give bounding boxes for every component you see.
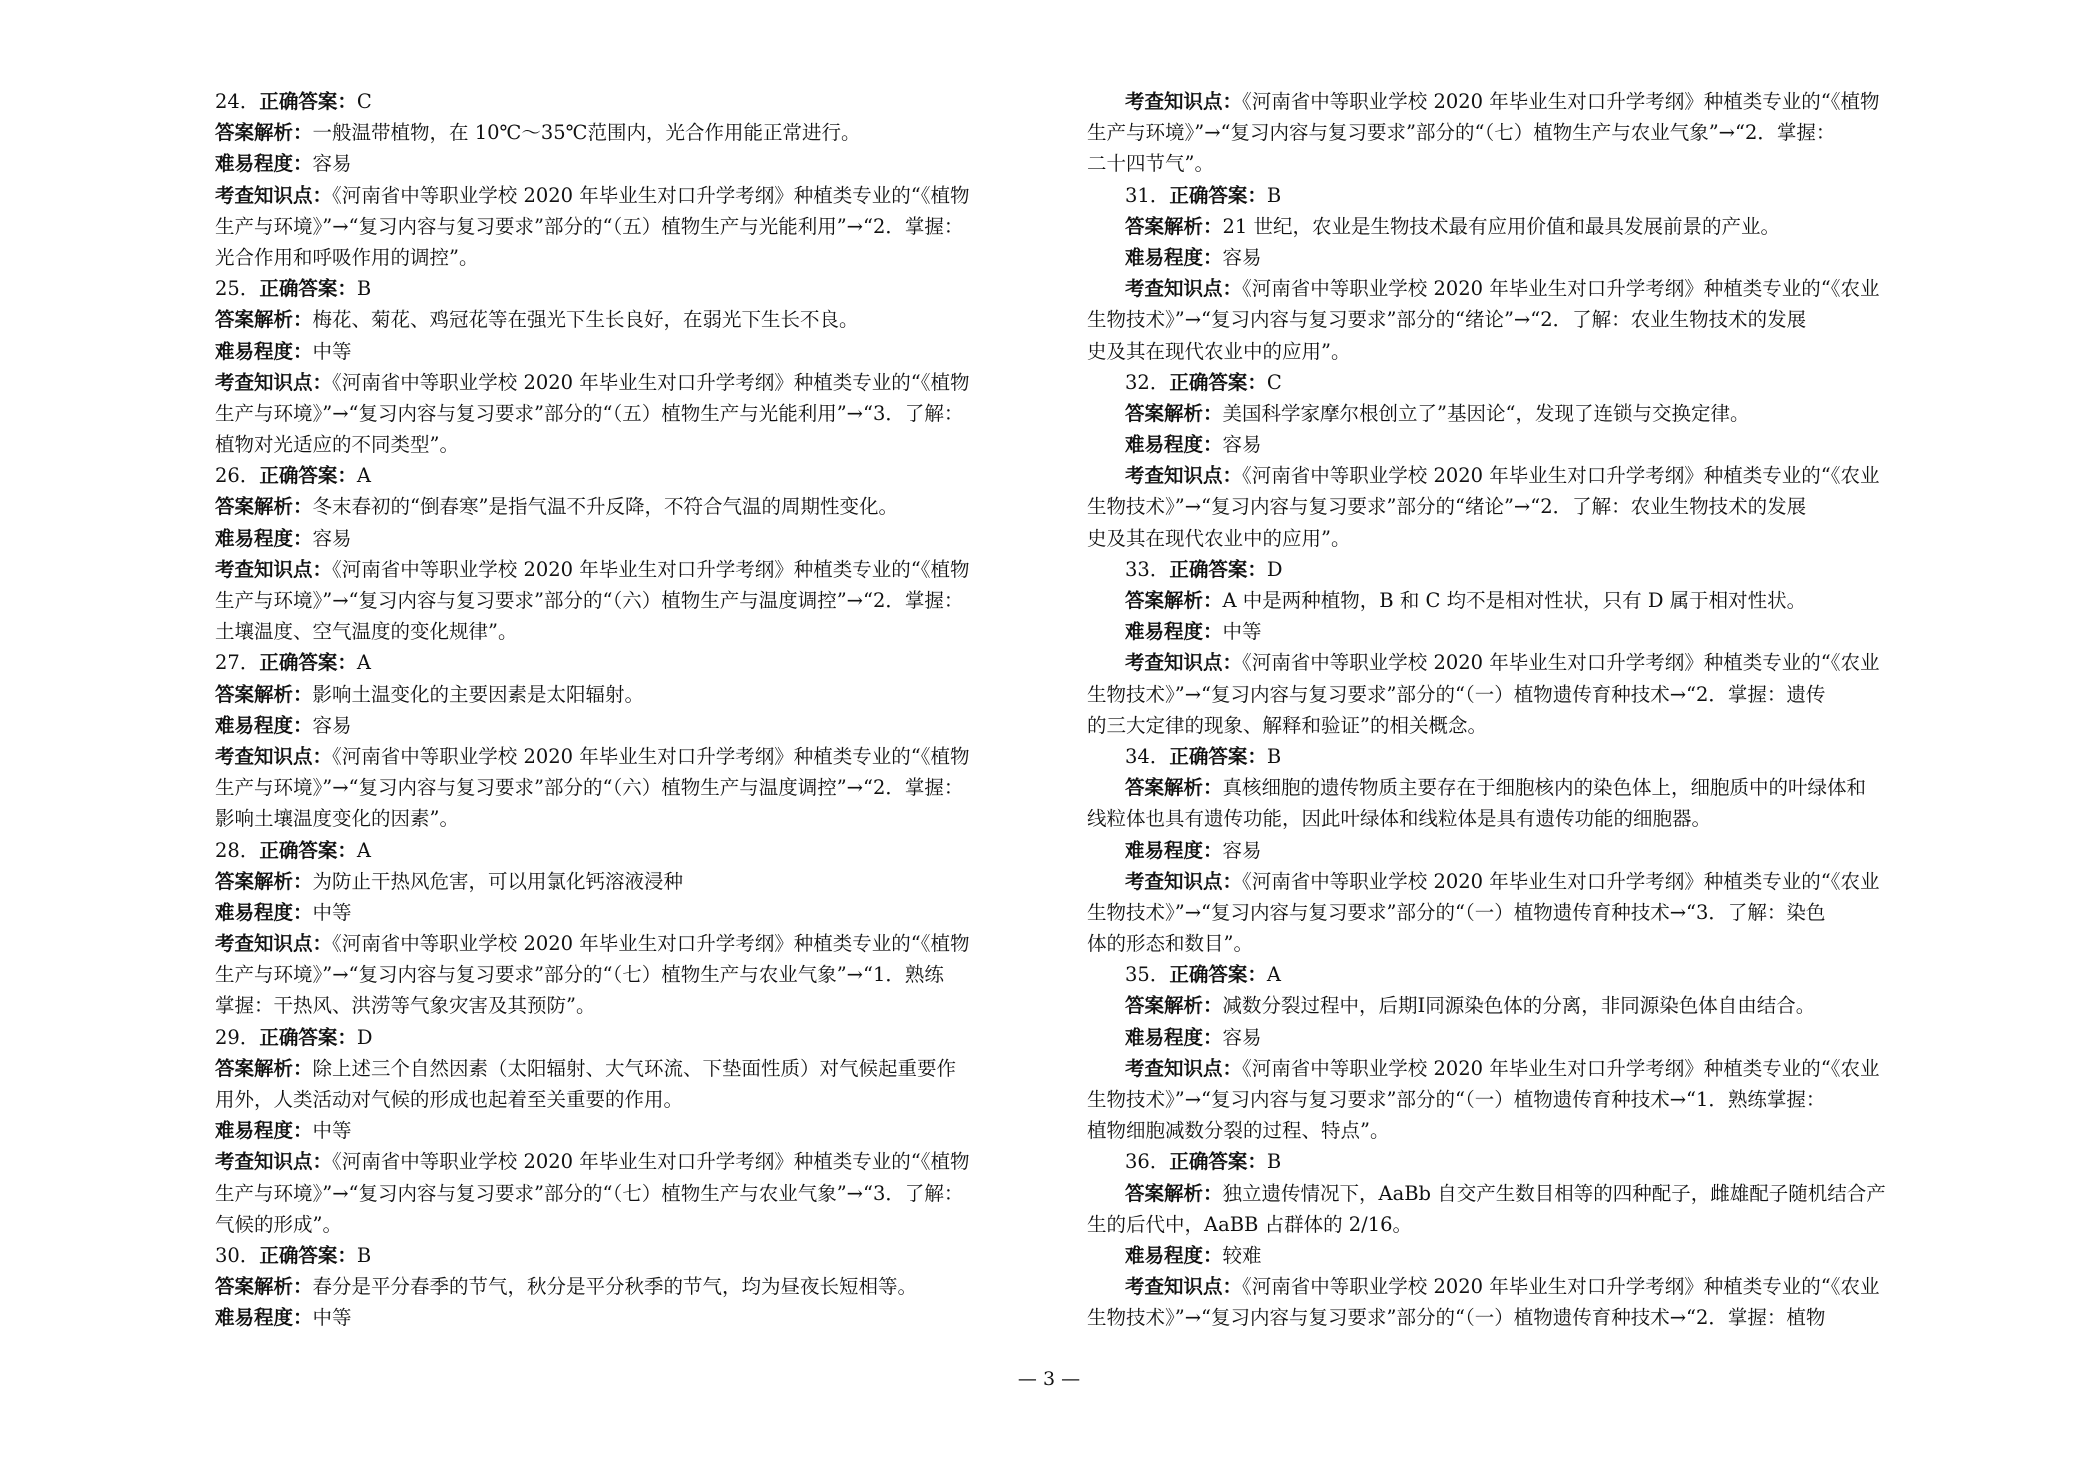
answer-line — [215, 273, 1027, 304]
field-continuation — [1087, 1302, 1899, 1333]
field-text: 容易 — [312, 152, 352, 176]
answer-entry — [215, 1271, 1027, 1302]
field-text: 《河南省中等职业学校 2020 年毕业生对口升学考纲》种植类专业的“《农业 — [1242, 464, 1880, 488]
answer-entry — [215, 679, 1027, 710]
field-continuation — [215, 959, 1027, 990]
field-text: 生产与环境》”→“复习内容与复习要求”部分的“（七）植物生产与农业气象”→“3．了解： — [215, 1181, 964, 1205]
field-label: 答案解析： — [215, 1056, 313, 1080]
field-label: 难易程度： — [1125, 620, 1223, 644]
answer-label: 正确答案： — [259, 464, 357, 488]
answer-entry — [215, 928, 1027, 1022]
field-text: 生产与环境》”→“复习内容与复习要求”部分的“（六）植物生产与温度调控”→“2．掌握： — [215, 776, 964, 800]
question-number: 36． — [1125, 1150, 1170, 1174]
answer-value: B — [356, 1243, 372, 1267]
answer-value: A — [1266, 963, 1281, 987]
field-text: 《河南省中等职业学校 2020 年毕业生对口升学考纲》种植类专业的“《植物 — [332, 932, 970, 956]
field-continuation — [1087, 710, 1899, 741]
question-number: 32． — [1125, 370, 1170, 394]
answer-line — [1087, 959, 1899, 990]
answer-label: 正确答案： — [1169, 557, 1267, 581]
field-continuation — [215, 990, 1027, 1021]
field-continuation — [215, 616, 1027, 647]
field-text: 生物技术》”→“复习内容与复习要求”部分的“绪论”→“2．了解：农业生物技术的发展 — [1087, 308, 1807, 332]
field-continuation — [1087, 897, 1899, 928]
field-label: 考查知识点： — [1125, 1275, 1243, 1299]
answer-entry — [215, 336, 1027, 367]
answer-entry — [215, 1302, 1027, 1333]
field-line — [1087, 429, 1899, 460]
answer-line — [1087, 1146, 1899, 1177]
answer-entry — [1087, 460, 1899, 554]
field-label: 难易程度： — [215, 339, 313, 363]
field-line — [1087, 86, 1899, 117]
question-number: 25． — [215, 277, 260, 301]
answer-entry — [1087, 242, 1899, 273]
field-text: 用外，人类活动对气候的形成也起着至关重要的作用。 — [215, 1088, 684, 1111]
answer-line — [1087, 741, 1899, 772]
field-text: 生产与环境》”→“复习内容与复习要求”部分的“（五）植物生产与光能利用”→“3．了解： — [215, 401, 964, 425]
answer-entry — [215, 741, 1027, 835]
field-text: 生的后代中，AaBB 占群体的 2/16。 — [1087, 1212, 1413, 1236]
field-continuation — [1087, 928, 1899, 959]
field-text: 美国科学家摩尔根创立了”基因论“，发现了连锁与交换定律。 — [1222, 401, 1750, 425]
answer-label: 正确答案： — [259, 277, 357, 301]
answer-label: 正确答案： — [259, 1025, 357, 1049]
field-line — [215, 1146, 1027, 1177]
field-label: 难易程度： — [215, 1119, 313, 1143]
field-label: 考查知识点： — [1125, 1056, 1243, 1080]
answer-entry — [1087, 1022, 1899, 1053]
answer-entry — [1087, 585, 1899, 616]
question-number: 26． — [215, 464, 260, 488]
field-label: 考查知识点： — [215, 932, 333, 956]
answer-entry — [1087, 429, 1899, 460]
field-line — [215, 523, 1027, 554]
answer-line — [215, 1240, 1027, 1271]
field-label: 难易程度： — [215, 900, 313, 924]
answer-label: 正确答案： — [1169, 744, 1267, 768]
field-text: 冬末春初的“倒春寒”是指气温不升反降，不符合气温的周期性变化。 — [312, 495, 898, 519]
field-line — [1087, 1178, 1899, 1209]
left-column — [215, 86, 1027, 1334]
field-text: 体的形态和数目”。 — [1087, 932, 1253, 956]
answer-entry — [1087, 990, 1899, 1021]
field-label: 考查知识点： — [1125, 90, 1243, 113]
field-line — [215, 554, 1027, 585]
field-line — [1087, 990, 1899, 1021]
field-continuation — [1087, 1084, 1899, 1115]
field-text: 《河南省中等职业学校 2020 年毕业生对口升学考纲》种植类专业的“《农业 — [1242, 277, 1880, 301]
field-text: 中等 — [312, 339, 352, 363]
answer-label: 正确答案： — [259, 651, 357, 675]
field-label: 考查知识点： — [215, 370, 333, 394]
question-number: 35． — [1125, 963, 1170, 987]
answer-entry — [1087, 835, 1899, 866]
field-line — [1087, 585, 1899, 616]
field-line — [1087, 1271, 1899, 1302]
field-text: 生物技术》”→“复习内容与复习要求”部分的“（一）植物遗传育种技术→“1．熟练掌握： — [1087, 1088, 1826, 1111]
answer-line — [215, 647, 1027, 678]
answer-entry — [215, 710, 1027, 741]
field-continuation — [1087, 336, 1899, 367]
answer-entry — [215, 1240, 1027, 1271]
question-number: 33． — [1125, 557, 1170, 581]
right-column — [1087, 86, 1899, 1334]
answer-entry — [1087, 959, 1899, 990]
question-number: 31． — [1125, 183, 1170, 207]
answer-entry — [215, 86, 1027, 117]
field-text: 光合作用和呼吸作用的调控”。 — [215, 245, 479, 269]
field-label: 考查知识点： — [1125, 869, 1243, 893]
field-line — [215, 367, 1027, 398]
answer-entry — [215, 304, 1027, 335]
field-label: 答案解析： — [215, 869, 313, 893]
question-number: 24． — [215, 90, 260, 113]
field-line — [1087, 616, 1899, 647]
field-text: A 中是两种植物，B 和 C 均不是相对性状，只有 D 属于相对性状。 — [1222, 589, 1807, 612]
field-text: 梅花、菊花、鸡冠花等在强光下生长良好，在弱光下生长不良。 — [312, 308, 859, 332]
answer-line — [1087, 180, 1899, 211]
field-continuation — [1087, 1209, 1899, 1240]
field-label: 考查知识点： — [215, 1150, 333, 1174]
field-text: 生产与环境》”→“复习内容与复习要求”部分的“（七）植物生产与农业气象”→“2．掌握： — [1087, 121, 1836, 145]
answer-entry — [1087, 180, 1899, 211]
answer-value: D — [1266, 557, 1283, 581]
question-number: 34． — [1125, 744, 1170, 768]
answer-line — [1087, 554, 1899, 585]
question-number: 30． — [215, 1243, 260, 1267]
field-continuation — [215, 803, 1027, 834]
field-label: 考查知识点： — [1125, 651, 1243, 675]
field-label: 难易程度： — [1125, 838, 1223, 862]
page-number: — 3 — — [1017, 1368, 1081, 1390]
field-line — [215, 928, 1027, 959]
field-continuation — [1087, 523, 1899, 554]
field-label: 考查知识点： — [1125, 277, 1243, 301]
field-line — [215, 866, 1027, 897]
field-continuation — [215, 1178, 1027, 1209]
field-text: 植物对光适应的不同类型”。 — [215, 433, 459, 457]
field-text: 生产与环境》”→“复习内容与复习要求”部分的“（七）植物生产与农业气象”→“1．熟练 — [215, 963, 944, 987]
field-text: 中等 — [312, 1306, 352, 1330]
field-line — [1087, 398, 1899, 429]
field-text: 生物技术》”→“复习内容与复习要求”部分的“（一）植物遗传育种技术→“2．掌握：植物 — [1087, 1306, 1826, 1330]
field-text: 中等 — [312, 900, 352, 924]
field-line — [215, 148, 1027, 179]
field-label: 答案解析： — [215, 682, 313, 706]
answer-line — [215, 86, 1027, 117]
answer-entry — [1087, 866, 1899, 960]
answer-label: 正确答案： — [1169, 370, 1267, 394]
answer-entry — [1087, 273, 1899, 367]
field-text: 真核细胞的遗传物质主要存在于细胞核内的染色体上，细胞质中的叶绿体和 — [1222, 776, 1867, 800]
field-text: 生物技术》”→“复习内容与复习要求”部分的“（一）植物遗传育种技术→“2．掌握：遗传 — [1087, 682, 1826, 706]
answer-line — [1087, 367, 1899, 398]
field-label: 答案解析： — [1125, 589, 1223, 612]
answer-line — [215, 1022, 1027, 1053]
field-line — [1087, 835, 1899, 866]
field-line — [215, 897, 1027, 928]
field-text: 容易 — [1222, 433, 1262, 457]
field-line — [1087, 242, 1899, 273]
field-line — [1087, 1240, 1899, 1271]
field-line — [215, 1302, 1027, 1333]
field-line — [215, 741, 1027, 772]
field-continuation — [215, 398, 1027, 429]
answer-entry — [1087, 367, 1899, 398]
answer-entry — [1087, 1271, 1899, 1333]
field-line — [215, 1053, 1027, 1084]
answer-entry — [215, 460, 1027, 491]
field-line — [1087, 273, 1899, 304]
field-continuation — [1087, 803, 1899, 834]
field-text: 生物技术》”→“复习内容与复习要求”部分的“（一）植物遗传育种技术→“3．了解：染色 — [1087, 900, 1826, 924]
field-line — [215, 679, 1027, 710]
field-label: 答案解析： — [1125, 1181, 1223, 1205]
field-continuation — [1087, 679, 1899, 710]
field-continuation — [1087, 1115, 1899, 1146]
field-text: 气候的形成”。 — [215, 1212, 342, 1236]
field-text: 掌握：干热风、洪涝等气象灾害及其预防”。 — [215, 994, 596, 1018]
field-line — [215, 710, 1027, 741]
field-line — [215, 336, 1027, 367]
field-text: 为防止干热风危害，可以用氯化钙溶液浸种 — [312, 869, 684, 893]
field-label: 答案解析： — [215, 495, 313, 519]
answer-entry — [1087, 741, 1899, 772]
field-text: 影响土壤温度变化的因素”。 — [215, 807, 459, 831]
field-label: 考查知识点： — [215, 183, 333, 207]
answer-value: B — [1266, 744, 1282, 768]
field-text: 《河南省中等职业学校 2020 年毕业生对口升学考纲》种植类专业的“《植物 — [332, 557, 970, 581]
field-line — [215, 304, 1027, 335]
answer-entry — [215, 1115, 1027, 1146]
answer-label: 正确答案： — [259, 838, 357, 862]
field-continuation — [215, 211, 1027, 242]
field-line — [215, 1271, 1027, 1302]
answer-entry — [1087, 1146, 1899, 1177]
answer-entry — [215, 273, 1027, 304]
answer-entry — [215, 491, 1027, 522]
answer-label: 正确答案： — [1169, 183, 1267, 207]
field-label: 考查知识点： — [215, 744, 333, 768]
field-label: 难易程度： — [215, 1306, 313, 1330]
question-number: 27． — [215, 651, 260, 675]
field-continuation — [1087, 117, 1899, 148]
answer-value: A — [356, 838, 371, 862]
field-line — [215, 1115, 1027, 1146]
field-text: 《河南省中等职业学校 2020 年毕业生对口升学考纲》种植类专业的“《植物 — [332, 183, 970, 207]
field-text: 容易 — [1222, 838, 1262, 862]
field-text: 容易 — [1222, 245, 1262, 269]
field-text: 影响土温变化的主要因素是太阳辐射。 — [312, 682, 645, 706]
answer-entry — [215, 835, 1027, 866]
field-text: 线粒体也具有遗传功能，因此叶绿体和线粒体是具有遗传功能的细胞器。 — [1087, 807, 1712, 831]
field-text: 《河南省中等职业学校 2020 年毕业生对口升学考纲》种植类专业的“《植物 — [332, 1150, 970, 1174]
field-line — [215, 117, 1027, 148]
field-label: 答案解析： — [215, 121, 313, 145]
field-text: 《河南省中等职业学校 2020 年毕业生对口升学考纲》种植类专业的“《农业 — [1242, 1275, 1880, 1299]
field-text: 减数分裂过程中，后期Ⅰ同源染色体的分离，非同源染色体自由结合。 — [1222, 994, 1816, 1018]
answer-value: B — [1266, 183, 1282, 207]
answer-value: A — [356, 464, 371, 488]
field-text: 中等 — [312, 1119, 352, 1143]
field-label: 答案解析： — [215, 1275, 313, 1299]
field-continuation — [1087, 304, 1899, 335]
answer-entry — [215, 117, 1027, 148]
field-continuation — [1087, 148, 1899, 179]
field-text: 生产与环境》”→“复习内容与复习要求”部分的“（五）植物生产与光能利用”→“2．掌握： — [215, 214, 964, 238]
field-continuation — [215, 585, 1027, 616]
answer-value: A — [356, 651, 371, 675]
field-text: 《河南省中等职业学校 2020 年毕业生对口升学考纲》种植类专业的“《植物 — [1242, 90, 1880, 113]
field-text: 春分是平分春季的节气，秋分是平分秋季的节气，均为昼夜长短相等。 — [312, 1275, 918, 1299]
field-continuation — [215, 1084, 1027, 1115]
field-label: 难易程度： — [1125, 433, 1223, 457]
answer-entry — [1087, 1240, 1899, 1271]
field-label: 难易程度： — [1125, 245, 1223, 269]
field-text: 一般温带植物，在 10℃～35℃范围内，光合作用能正常进行。 — [312, 121, 861, 145]
field-label: 难易程度： — [215, 713, 313, 737]
answer-value: C — [356, 90, 372, 113]
field-label: 难易程度： — [215, 152, 313, 176]
answer-label: 正确答案： — [1169, 963, 1267, 987]
answer-entry — [215, 523, 1027, 554]
answer-entry — [215, 1146, 1027, 1240]
answer-entry — [1087, 772, 1899, 834]
field-continuation — [215, 429, 1027, 460]
field-text: 生物技术》”→“复习内容与复习要求”部分的“绪论”→“2．了解：农业生物技术的发展 — [1087, 495, 1807, 519]
field-line — [1087, 1022, 1899, 1053]
answer-label: 正确答案： — [259, 90, 357, 113]
answer-entry — [215, 180, 1027, 274]
field-text: 较难 — [1222, 1243, 1262, 1267]
field-text: 中等 — [1222, 620, 1262, 644]
answer-entry — [1087, 1053, 1899, 1147]
field-label: 难易程度： — [1125, 1243, 1223, 1267]
field-text: 土壤温度、空气温度的变化规律”。 — [215, 620, 518, 644]
answer-entry — [215, 647, 1027, 678]
answer-value: D — [356, 1025, 373, 1049]
field-text: 史及其在现代农业中的应用”。 — [1087, 339, 1351, 363]
answer-label: 正确答案： — [259, 1243, 357, 1267]
answer-line — [215, 460, 1027, 491]
answer-entry — [215, 866, 1027, 897]
field-text: 21 世纪，农业是生物技术最有应用价值和最具发展前景的产业。 — [1222, 214, 1781, 238]
field-text: 《河南省中等职业学校 2020 年毕业生对口升学考纲》种植类专业的“《农业 — [1242, 651, 1880, 675]
answer-line — [215, 835, 1027, 866]
field-label: 答案解析： — [1125, 401, 1223, 425]
answer-value: B — [1266, 1150, 1282, 1174]
field-text: 《河南省中等职业学校 2020 年毕业生对口升学考纲》种植类专业的“《植物 — [332, 744, 970, 768]
field-continuation — [215, 242, 1027, 273]
field-label: 难易程度： — [1125, 1025, 1223, 1049]
field-text: 的三大定律的现象、解释和验证”的相关概念。 — [1087, 713, 1487, 737]
field-text: 植物细胞减数分裂的过程、特点”。 — [1087, 1119, 1390, 1143]
field-text: 容易 — [312, 526, 352, 550]
field-label: 答案解析： — [215, 308, 313, 332]
field-continuation — [215, 1209, 1027, 1240]
answer-entry — [215, 1022, 1027, 1053]
answer-label: 正确答案： — [1169, 1150, 1267, 1174]
question-number: 28． — [215, 838, 260, 862]
field-label: 考查知识点： — [215, 557, 333, 581]
field-label: 答案解析： — [1125, 994, 1223, 1018]
answer-entry — [1087, 86, 1899, 180]
field-text: 独立遗传情况下，AaBb 自交产生数目相等的四种配子，雌雄配子随机结合产 — [1222, 1181, 1886, 1205]
answer-entry — [215, 554, 1027, 648]
field-line — [1087, 460, 1899, 491]
field-line — [215, 491, 1027, 522]
answer-entry — [1087, 398, 1899, 429]
answer-value: B — [356, 277, 372, 301]
field-text: 生产与环境》”→“复习内容与复习要求”部分的“（六）植物生产与温度调控”→“2．掌握： — [215, 589, 964, 612]
answer-entry — [1087, 1178, 1899, 1240]
answer-entry — [215, 1053, 1027, 1115]
answer-entry — [215, 148, 1027, 179]
answer-entry — [215, 897, 1027, 928]
field-line — [1087, 1053, 1899, 1084]
field-label: 答案解析： — [1125, 776, 1223, 800]
field-text: 史及其在现代农业中的应用”。 — [1087, 526, 1351, 550]
field-line — [215, 180, 1027, 211]
field-text: 《河南省中等职业学校 2020 年毕业生对口升学考纲》种植类专业的“《农业 — [1242, 1056, 1880, 1080]
field-text: 《河南省中等职业学校 2020 年毕业生对口升学考纲》种植类专业的“《农业 — [1242, 869, 1880, 893]
field-label: 考查知识点： — [1125, 464, 1243, 488]
field-text: 二十四节气”。 — [1087, 152, 1214, 176]
question-number: 29． — [215, 1025, 260, 1049]
answer-entry — [1087, 211, 1899, 242]
field-label: 难易程度： — [215, 526, 313, 550]
field-label: 答案解析： — [1125, 214, 1223, 238]
answer-entry — [215, 367, 1027, 461]
field-text: 容易 — [1222, 1025, 1262, 1049]
answer-entry — [1087, 554, 1899, 585]
field-line — [1087, 211, 1899, 242]
field-line — [1087, 647, 1899, 678]
answer-entry — [1087, 616, 1899, 647]
field-line — [1087, 772, 1899, 803]
answer-entry — [1087, 647, 1899, 741]
answer-value: C — [1266, 370, 1282, 394]
field-continuation — [1087, 491, 1899, 522]
field-continuation — [215, 772, 1027, 803]
field-text: 容易 — [312, 713, 352, 737]
field-text: 《河南省中等职业学校 2020 年毕业生对口升学考纲》种植类专业的“《植物 — [332, 370, 970, 394]
field-text: 除上述三个自然因素（太阳辐射、大气环流、下垫面性质）对气候起重要作 — [312, 1056, 957, 1080]
field-line — [1087, 866, 1899, 897]
